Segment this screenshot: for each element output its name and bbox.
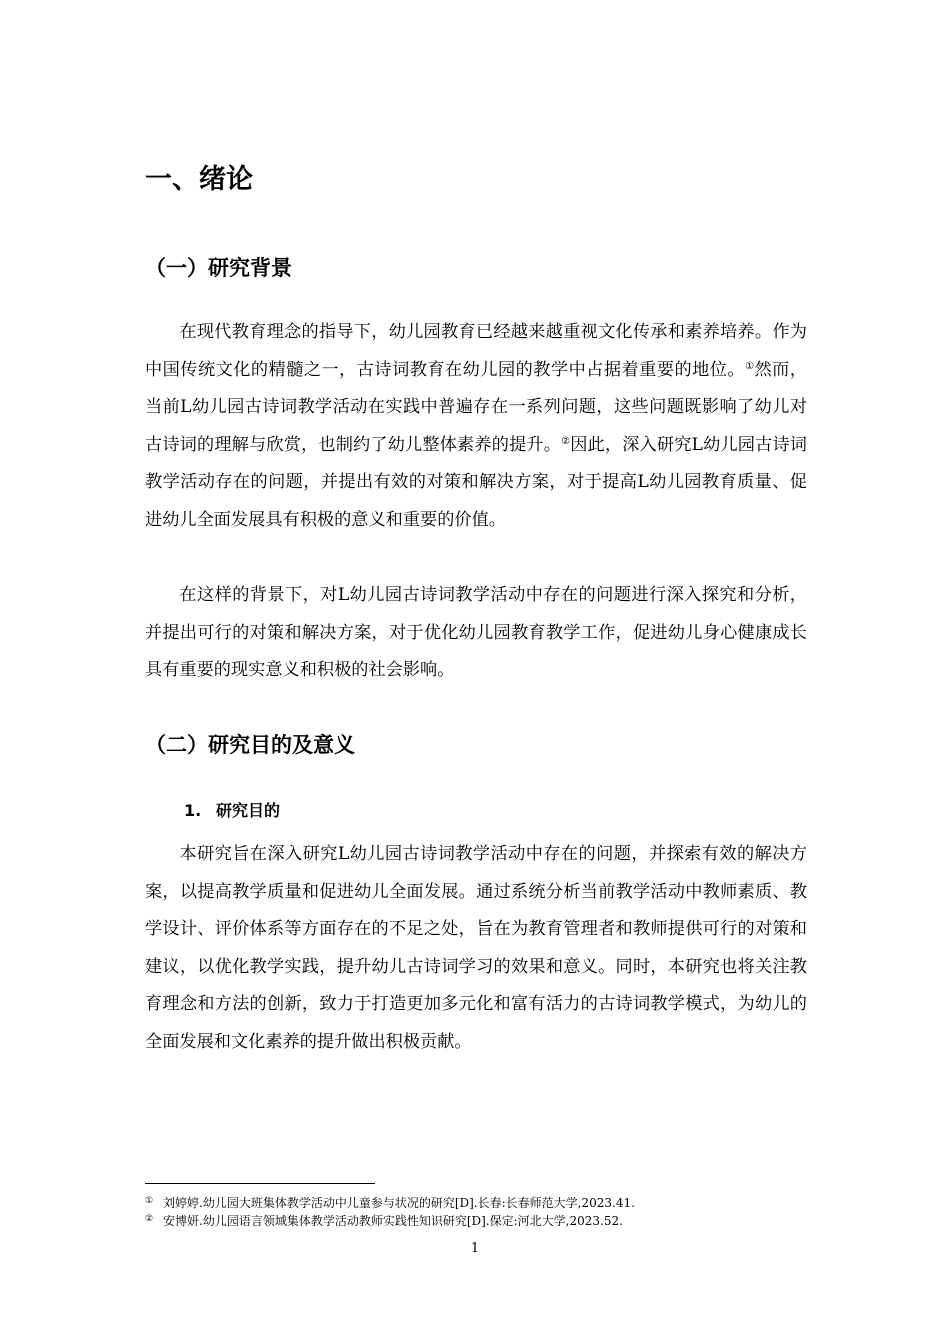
section-heading-background: （一）研究背景: [145, 256, 292, 280]
page-number: 1: [470, 1241, 480, 1256]
footnote-text: 安博妍.幼儿园语言领域集体教学活动教师实践性知识研究[D].保定:河北大学,2023.52.: [163, 1214, 623, 1228]
subsection-title: 研究目的: [216, 801, 281, 820]
paragraph-purpose-1: 本研究旨在深入研究L幼儿园古诗词教学活动中存在的问题，并探索有效的解决方案，以提高教学质量和促进幼儿全面发展。通过系统分析当前教学活动中教师素质、教学设计、评价体系等方面存在的不足之处，旨在为教育管理者和教师提供可行的对策和建议，以优化教学实践，提升幼儿古诗词学习的效果和意义。同时，本研究也将关注教育理念和方法的创新，致力于打造更加多元化和富有活力的古诗词教学模式，为幼儿的全面发展和文化素养的提升做出积极贡献。: [145, 844, 807, 1052]
paragraph-background-2: 在这样的背景下，对L幼儿园古诗词教学活动中存在的问题进行深入探究和分析，并提出可行的对策和解决方案，对于优化幼儿园教育教学工作，促进幼儿身心健康成长具有重要的现实意义和积极的社会影响。: [145, 585, 807, 680]
footnote-2: ② 安博妍.幼儿园语言领域集体教学活动教师实践性知识研究[D].保定:河北大学,2023.52.: [145, 1214, 623, 1228]
footnote-separator: [145, 1183, 375, 1184]
footnote-ref-1[interactable]: ①: [745, 360, 755, 372]
footnote-text: 刘婷婷.幼儿园大班集体教学活动中儿童参与状况的研究[D].长春:长春师范大学,2023.41.: [163, 1196, 635, 1210]
footnote-1: ① 刘婷婷.幼儿园大班集体教学活动中儿童参与状况的研究[D].长春:长春师范大学,2023.41.: [145, 1196, 635, 1210]
paragraph-text: 然而，当前L幼儿园古诗词教学活动在实践中普遍存在一系列问题，这些问题既影响了幼儿对古诗词的理解与欣赏，也制约了幼儿整体素养的提升。: [145, 359, 807, 455]
subsection-heading-purpose: [184, 799, 280, 823]
section-heading-purpose: （二）研究目的及意义: [145, 733, 355, 757]
subsection-number: 1.: [184, 801, 202, 820]
paragraph-text: 在现代教育理念的指导下，幼儿园教育已经越来越重视文化传承和素养培养。作为中国传统文化的精髓之一，古诗词教育在幼儿园的教学中占据着重要的地位。: [145, 322, 807, 380]
paragraph-text: 因此，深入研究L幼儿园古诗词教学活动存在的问题，并提出有效的对策和解决方案，对于提高L幼儿园教育质量、促进幼儿全面发展具有积极的意义和重要的价值。: [145, 434, 807, 530]
chapter-heading: 一、绪论: [145, 164, 253, 195]
footnote-ref-2[interactable]: ②: [561, 435, 571, 447]
paragraph-background-1: [145, 314, 807, 539]
